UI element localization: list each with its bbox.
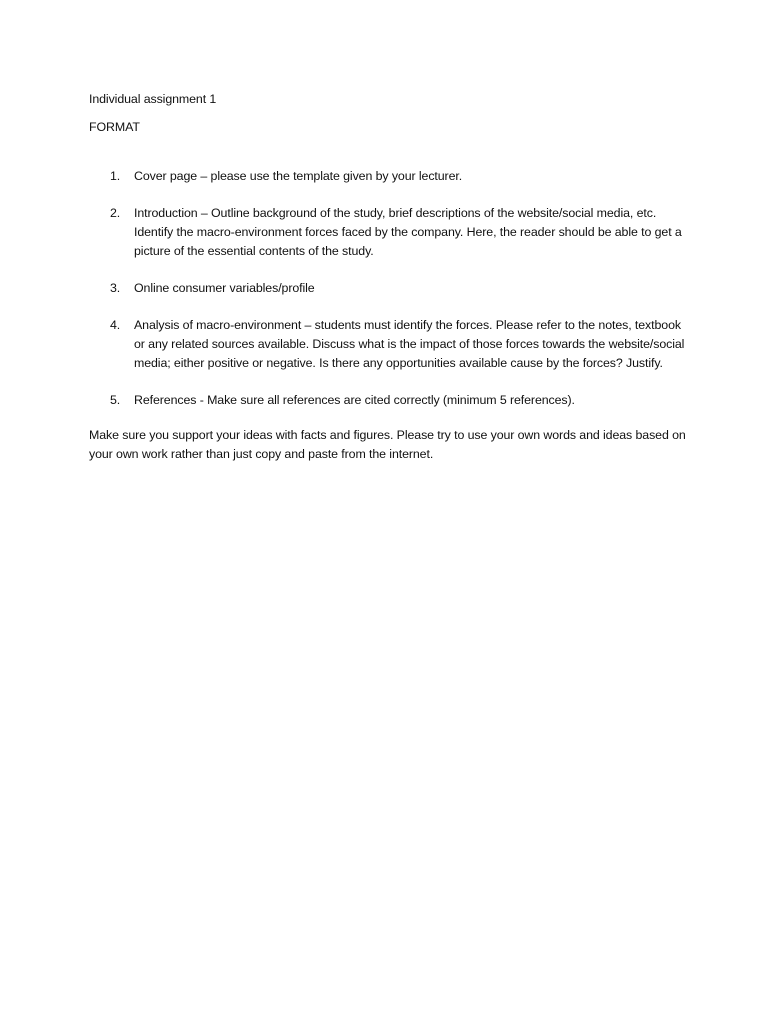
- list-item-number: 5.: [110, 393, 121, 407]
- list-item: [89, 279, 686, 298]
- document-title: Individual assignment 1: [89, 92, 217, 106]
- list-item-text: Cover page – please use the template given by your lecturer.: [134, 169, 463, 183]
- list-item-text: Introduction – Outline background of the study, brief descriptions of the website/social media, etc. Identify the macro-environment forces faced by the company. Here, the reader should be able to get a picture of the essential contents of the study.: [134, 206, 682, 258]
- list-item-number: 1.: [110, 169, 121, 183]
- list-item: [89, 204, 686, 261]
- list-item-text: References - Make sure all references are cited correctly (minimum 5 references).: [134, 393, 575, 407]
- closing-paragraph: Make sure you support your ideas with facts and figures. Please try to use your own words and ideas based on your own work rather than just copy and paste from the internet.: [89, 428, 686, 461]
- list-item-text: Analysis of macro-environment – students must identify the forces. Please refer to the notes, textbook or any related sources available. Discuss what is the impact of those forces towards the website/social media; either positive or negative. Is there any opportunities available cause by the forces? Justify.: [134, 318, 685, 370]
- list-item: [89, 391, 686, 410]
- list-item-number: 4.: [110, 318, 121, 332]
- document-body: [89, 90, 689, 464]
- list-item: [89, 167, 686, 186]
- format-heading: FORMAT: [89, 120, 140, 134]
- list-item: [89, 316, 686, 373]
- list-item-number: 3.: [110, 281, 121, 295]
- format-list: [89, 167, 689, 410]
- list-item-text: Online consumer variables/profile: [134, 281, 315, 295]
- list-item-number: 2.: [110, 206, 121, 220]
